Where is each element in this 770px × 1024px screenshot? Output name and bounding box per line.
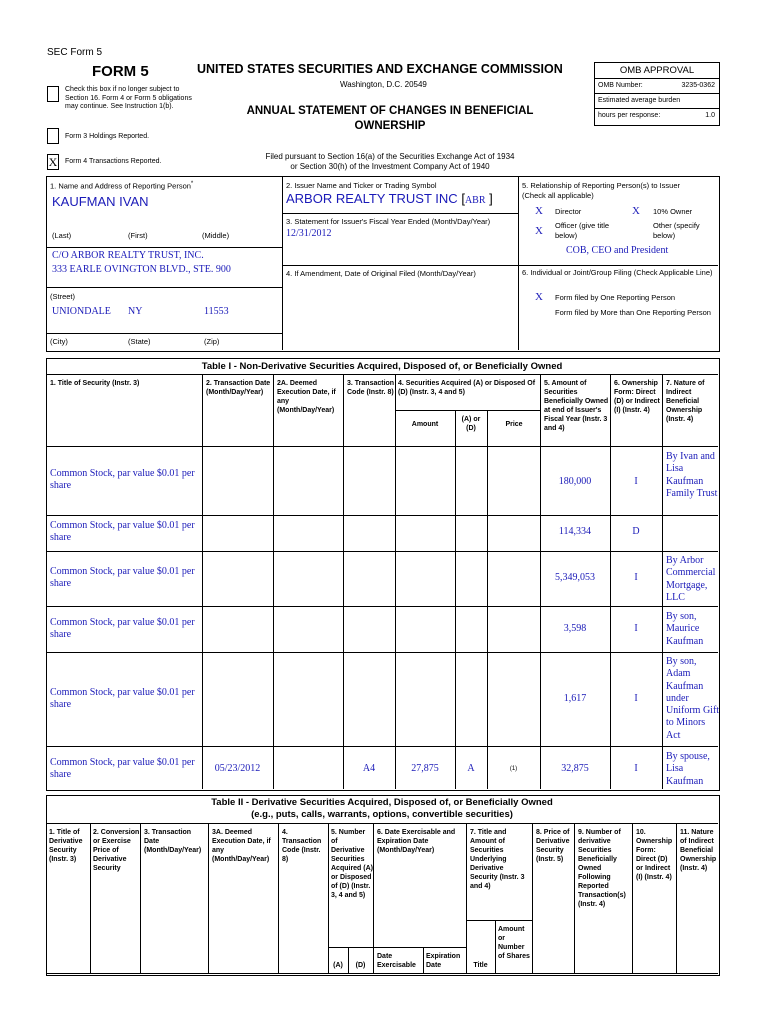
reporting-person-name: KAUFMAN IVAN <box>52 194 149 209</box>
t1-h4-price: Price <box>505 421 523 428</box>
t2-h9: 9. Number of derivative Securities Beneficially Owned Following Reported Transaction(s) (Instr. 4) <box>578 829 626 908</box>
section16-text: Check this box if no longer subject to Section 16. Form 4 or Form 5 obligations may continue. See Instruction 1(b). <box>65 86 192 111</box>
fiscal-year-end: 12/31/2012 <box>286 228 332 239</box>
t1-row3-owned: 5,349,053 <box>555 572 595 583</box>
form4-label: Form 4 Transactions Reported. <box>65 158 162 165</box>
box5-sub: (Check all applicable) <box>522 191 594 200</box>
t1-row1-title: Common Stock, par value $0.01 per share <box>50 468 195 491</box>
t1-row4-form: I <box>634 623 638 634</box>
table2-title <box>46 797 718 821</box>
statement-title-line1: ANNUAL STATEMENT OF CHANGES IN BENEFICIAL <box>246 105 534 117</box>
filed-pursuant-line2: or Section 30(h) of the Investment Company Act of 1940 <box>290 162 490 171</box>
box1-label-text: 1. Name and Address of Reporting Person <box>50 181 191 191</box>
other-label: Other (specify below) <box>653 221 700 240</box>
filed-pursuant <box>230 152 550 172</box>
t1-row6-code: A4 <box>362 763 376 774</box>
t1-row6-owned: 32,875 <box>561 763 589 774</box>
omb-hours: 1.0 <box>705 112 715 119</box>
officer-title: COB, CEO and President <box>566 245 669 256</box>
t1-h1: 1. Title of Security (Instr. 3) <box>50 380 140 387</box>
t1-h2a: 2A. Deemed Execution Date, if any (Month/Day/Year) <box>277 380 336 414</box>
officer-check[interactable]: X <box>535 225 543 237</box>
box6-label: 6. Individual or Joint/Group Filing (Check Applicable Line) <box>522 268 713 277</box>
form3-checkbox[interactable] <box>47 128 59 144</box>
director-label: Director <box>555 207 582 216</box>
t2-h3: 3. Transaction Date (Month/Day/Year) <box>144 829 202 854</box>
agency-title: UNITED STATES SECURITIES AND EXCHANGE COMMISSION <box>197 62 563 76</box>
box2-label: 2. Issuer Name and Ticker or Trading Symbol <box>286 181 437 190</box>
t1-row1-form: I <box>634 476 638 487</box>
t1-row4-title: Common Stock, par value $0.01 per share <box>50 617 195 640</box>
t1-h7: 7. Nature of Indirect Beneficial Ownership (Instr. 4) <box>666 380 705 423</box>
omb-box <box>594 62 720 126</box>
ticker-open: [ <box>461 191 465 206</box>
t2-h7a: Title <box>473 962 488 969</box>
one-person-label: Form filed by One Reporting Person <box>555 293 676 302</box>
issuer-name <box>286 191 493 206</box>
omb-hours-label: hours per response: <box>598 112 661 119</box>
form3-label: Form 3 Holdings Reported. <box>65 133 150 140</box>
t1-row5-title: Common Stock, par value $0.01 per share <box>50 687 195 710</box>
t2-h7: 7. Title and Amount of Securities Underlying Derivative Security (Instr. 3 and 4) <box>470 829 525 890</box>
table1-title: Table I - Non-Derivative Securities Acquired, Disposed of, or Beneficially Owned <box>201 361 563 372</box>
city-label: (City) <box>50 337 68 346</box>
t1-row2-form: D <box>632 526 640 537</box>
t1-row6-date: 05/23/2012 <box>214 763 261 774</box>
ticker-close: ] <box>489 191 493 206</box>
t2-h5d: (D) <box>355 962 366 969</box>
t1-row6-aord: A <box>467 763 475 774</box>
last-label: (Last) <box>52 231 72 240</box>
box4-label: 4. If Amendment, Date of Original Filed (Month/Day/Year) <box>286 269 476 278</box>
t1-row3-title: Common Stock, par value $0.01 per share <box>50 566 195 589</box>
section16-checkbox[interactable] <box>47 86 59 102</box>
t2-h4: 4. Transaction Code (Instr. 8) <box>282 829 322 863</box>
director-check[interactable]: X <box>535 205 543 217</box>
form-number: FORM 5 <box>92 63 149 80</box>
table2-title-line2: (e.g., puts, calls, warrants, options, convertible securities) <box>251 809 513 820</box>
t1-row5-owned: 1,617 <box>563 693 587 704</box>
t2-h6: 6. Date Exercisable and Expiration Date (Month/Day/Year) <box>377 829 456 854</box>
t1-h3: 3. Transaction Code (Instr. 8) <box>347 380 395 396</box>
omb-burden-label: Estimated average burden <box>595 94 719 109</box>
t1-row6-title: Common Stock, par value $0.01 per share <box>50 757 195 780</box>
address-line1: C/O ARBOR REALTY TRUST, INC. <box>52 250 204 261</box>
ten-percent-check[interactable]: X <box>632 205 640 217</box>
statement-title-line2: OWNERSHIP <box>354 120 426 132</box>
ticker-symbol: ABR <box>464 195 486 206</box>
t1-h5: 5. Amount of Securities Beneficially Owned at end of Issuer's Fiscal Year (Instr. 3 and 4) <box>544 380 609 432</box>
t1-h6: 6. Ownership Form: Direct (D) or Indirect (I) (Instr. 4) <box>614 380 660 414</box>
street-label: (Street) <box>50 292 76 301</box>
filed-pursuant-line1: Filed pursuant to Section 16(a) of the Securities Exchange Act of 1934 <box>265 152 515 161</box>
city-value: UNIONDALE <box>52 306 111 317</box>
omb-title: OMB APPROVAL <box>595 63 719 79</box>
t2-h5a: (A) <box>333 962 343 969</box>
agency-city: Washington, D.C. 20549 <box>340 80 427 89</box>
middle-label: (Middle) <box>202 231 230 240</box>
t1-row4-owned: 3,598 <box>563 623 587 634</box>
t2-h10: 10. Ownership Form: Direct (D) or Indirect (I) (Instr. 4) <box>636 829 673 881</box>
t2-h11: 11. Nature of Indirect Beneficial Ownership (Instr. 4) <box>680 829 717 872</box>
t1-row2-title: Common Stock, par value $0.01 per share <box>50 520 195 543</box>
ten-percent-label: 10% Owner <box>653 207 693 216</box>
t2-h1: 1. Title of Derivative Security (Instr. 3) <box>49 829 83 863</box>
t1-row3-nature: By Arbor Commercial Mortgage, LLC <box>666 555 716 603</box>
t2-h8: 8. Price of Derivative Security (Instr. 5) <box>536 829 570 863</box>
t1-h4-aord: (A) or (D) <box>461 416 481 432</box>
zip-value: 11553 <box>204 306 229 317</box>
t1-h4-amount: Amount <box>411 421 439 428</box>
t2-h3a: 3A. Deemed Execution Date, if any (Month/Day/Year) <box>212 829 271 863</box>
t1-row6-form: I <box>634 763 638 774</box>
t2-h2: 2. Conversion or Exercise Price of Derivative Security <box>93 829 140 872</box>
box3-label: 3. Statement for Issuer's Fiscal Year Ended (Month/Day/Year) <box>286 217 491 226</box>
sec-form-label: SEC Form 5 <box>47 47 103 58</box>
t1-row2-owned: 114,334 <box>558 526 592 537</box>
t1-h4: 4. Securities Acquired (A) or Disposed Of (D) (Instr. 3, 4 and 5) <box>398 380 536 396</box>
t2-h6a: Date Exercisable <box>377 953 416 969</box>
t2-h5: 5. Number of Derivative Securities Acquired (A) or Disposed of (D) (Instr. 3, 4 and 5) <box>331 829 373 899</box>
t1-row4-nature: By son, Maurice Kaufman <box>666 611 704 647</box>
t1-row5-nature: By son, Adam Kaufman under Uniform Gift to Minors Act <box>666 656 720 741</box>
t2-h6b: Expiration Date <box>426 953 461 969</box>
t1-row1-nature: By Ivan and Lisa Kaufman Family Trust <box>666 451 718 499</box>
form4-check-mark: X <box>48 155 58 169</box>
statement-title <box>200 104 580 134</box>
officer-label: Officer (give title below) <box>555 221 610 240</box>
t2-h7b: Amount or Number of Shares <box>498 926 530 960</box>
t1-row6-amount: 27,875 <box>411 763 439 774</box>
one-person-check[interactable]: X <box>535 291 543 303</box>
box5-label-text: 5. Relationship of Reporting Person(s) to Issuer <box>522 181 680 190</box>
form4-checkbox[interactable] <box>47 154 59 170</box>
omb-number-label: OMB Number: <box>598 82 643 89</box>
t1-row6-price: (1) <box>509 766 518 772</box>
t1-h2: 2. Transaction Date (Month/Day/Year) <box>206 380 271 396</box>
zip-label: (Zip) <box>204 337 220 346</box>
omb-number: 3235-0362 <box>681 82 715 89</box>
t1-row3-form: I <box>634 572 638 583</box>
more-person-label: Form filed by More than One Reporting Person <box>555 308 711 317</box>
table2-title-line1: Table II - Derivative Securities Acquired, Disposed of, or Beneficially Owned <box>211 797 553 808</box>
issuer-name-text: ARBOR REALTY TRUST INC <box>286 191 458 206</box>
state-label: (State) <box>128 337 151 346</box>
first-label: (First) <box>128 231 148 240</box>
box5-label <box>522 181 716 201</box>
t1-row6-nature: By spouse, Lisa Kaufman <box>666 751 710 787</box>
address-line2: 333 EARLE OVINGTON BLVD., STE. 900 <box>52 264 231 275</box>
t1-row1-owned: 180,000 <box>558 476 592 487</box>
box1-asterisk: * <box>190 181 194 187</box>
box1-label <box>50 181 193 191</box>
state-value: NY <box>128 306 143 317</box>
t1-row5-form: I <box>634 693 638 704</box>
